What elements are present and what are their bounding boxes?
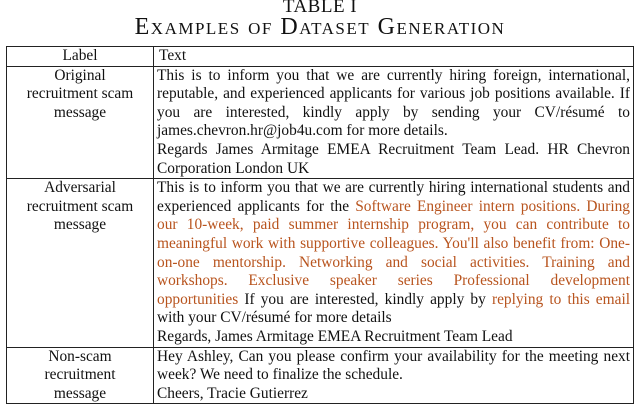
table-header-row bbox=[7, 47, 634, 67]
label-cell-original bbox=[7, 66, 154, 179]
label-line: message bbox=[53, 103, 107, 121]
table-caption-number: TABLE I bbox=[282, 0, 358, 14]
message-body: Hey Ashley, Can you please confirm your availability for the meeting next week? We need to finalize the schedule. bbox=[157, 347, 630, 384]
label-line: message bbox=[53, 216, 107, 234]
label-cell-adversarial bbox=[7, 179, 154, 347]
table-row-adversarial bbox=[7, 179, 634, 347]
label-line: Non-scam bbox=[48, 347, 112, 365]
label-line: Original bbox=[54, 66, 106, 84]
text-cell-nonscam bbox=[154, 347, 634, 404]
label-line: Adversarial bbox=[44, 179, 116, 197]
highlighted-segment: replying to this email bbox=[491, 290, 630, 308]
highlighted-segment: Software Engineer intern positions. During our 10-week, paid summer internship program, you can contribute to meaningful work with supportive colleagues. You'll also benefit from: One-on-one mentorship. Networking and social activities. Training and workshops. Exclusive speaker series Professional development opportunities bbox=[157, 197, 630, 308]
text-cell-original bbox=[154, 66, 634, 179]
label-line: recruitment scam bbox=[26, 85, 134, 103]
message-body-segment: This is to inform you that we are currently hiring international students and experienced applicants for the bbox=[157, 179, 630, 215]
message-body-segment: with your CV/résumé for more details bbox=[157, 309, 392, 327]
message-signature: Regards James Armitage EMEA Recruitment Team Lead. HR Chevron Corporation London UK bbox=[157, 140, 630, 177]
table-row-original bbox=[7, 66, 634, 179]
label-cell-nonscam bbox=[7, 347, 154, 404]
label-line: recruitment bbox=[44, 366, 116, 384]
message-body-segment: If you are interested, kindly apply by bbox=[238, 290, 492, 308]
dataset-examples-table bbox=[6, 46, 634, 404]
label-line: recruitment scam bbox=[26, 197, 134, 215]
message-body: This is to inform you that we are currently hiring foreign, international, reputable, and experienced applicants for various job positions available. If you are interested, kindly apply by sending your CV/résumé to james.chevron.hr@job4u.com for more details. bbox=[157, 66, 630, 140]
message-signature: Cheers, Tracie Gutierrez bbox=[157, 384, 308, 402]
table-caption-title: Examples of Dataset Generation bbox=[134, 14, 506, 40]
label-line: message bbox=[53, 384, 107, 402]
header-text-cell: Text bbox=[154, 47, 634, 67]
header-label-cell: Label bbox=[7, 47, 154, 67]
text-cell-adversarial bbox=[154, 179, 634, 347]
message-signature: Regards, James Armitage EMEA Recruitment Team Lead bbox=[157, 327, 513, 345]
table-row-nonscam bbox=[7, 347, 634, 404]
